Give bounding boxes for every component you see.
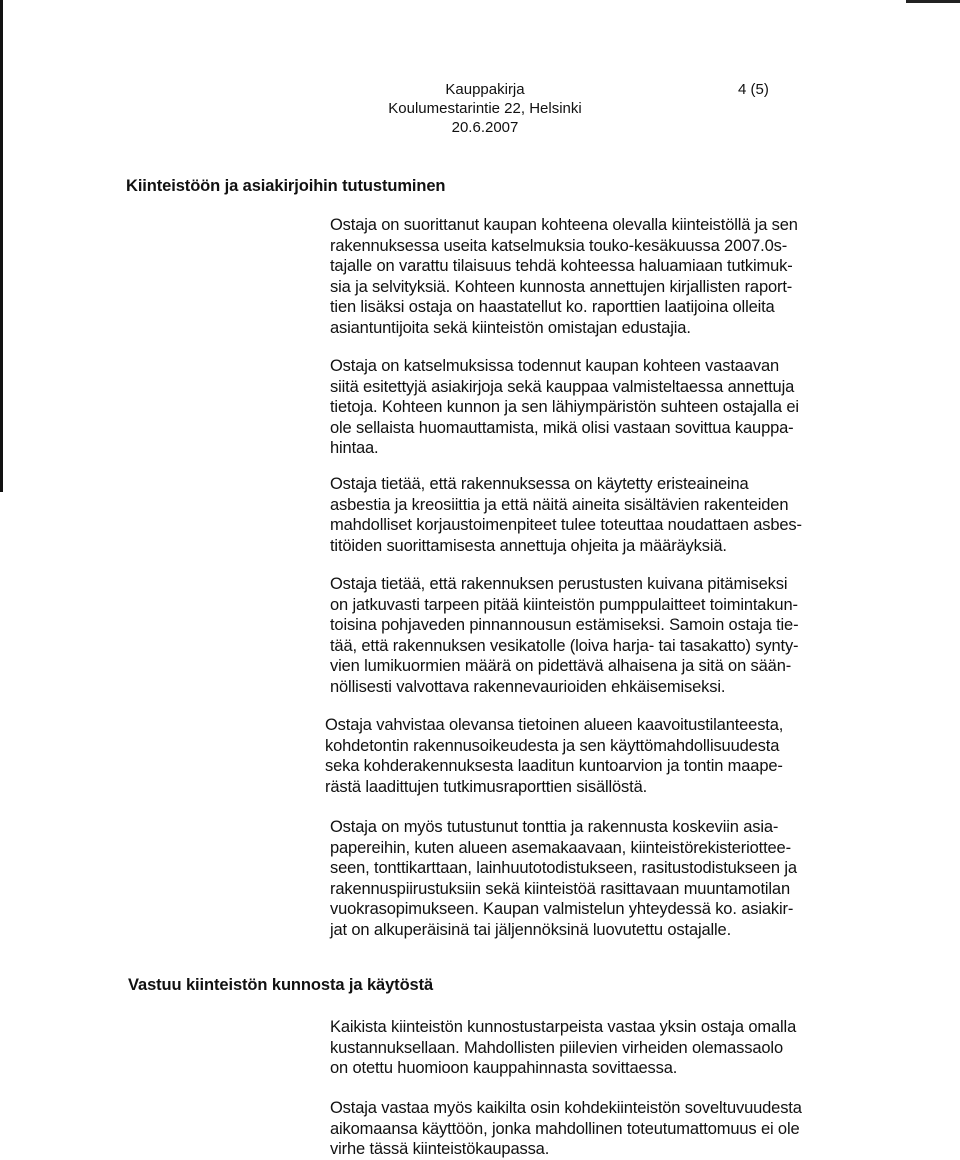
section-heading-inspection: Kiinteistöön ja asiakirjoihin tutustuminen — [126, 177, 446, 195]
paragraph-condition-findings: Ostaja on katselmuksissa todennut kaupan kohteen vastaavan siitä esitettyjä asiakirjoja sekä kauppaa valmisteltaessa annettuja tietoja. Kohteen kunnon ja sen lähiympäristön suhteen ostajalla ei ole sellaista huomauttamista, mikä olisi vastaan sovittua kauppa- hintaa. — [330, 357, 799, 458]
scan-edge-left — [0, 0, 3, 492]
document-date: 20.6.2007 — [451, 119, 519, 136]
document-title: Kauppakirja — [445, 81, 525, 98]
paragraph-documents: Ostaja on myös tutustunut tonttia ja rakennusta koskeviin asia- papereihin, kuten alueen asemakaavaan, kiinteistörekisteriottee- seen, tonttikarttaan, lainhuutotodistukseen, rasitustodistukseen ja rakennuspiirustuksiin sekä kiinteistöä rasittavaan muuntamotilan vuokrasopimukseen. Kaupan valmistelun yhteydessä ko. asiakir- jat on alkuperäisinä tai jäljennöksinä luovutettu ostajalle. — [330, 818, 797, 939]
property-address: Koulumestarintie 22, Helsinki — [388, 100, 582, 117]
paragraph-inspections: Ostaja on suorittanut kaupan kohteena olevalla kiinteistöllä ja sen rakennuksessa useita katselmuksia touko-kesäkuussa 2007.0s- tajalle on varattu tilaisuus tehdä kohteessa haluamiaan tutkimuk- sia ja selvityksiä. Kohteen kunnosta annettujen kirjallisten raport- tien lisäksi ostaja on haastatellut ko. raporttien laatijoina olleita asiantuntijoita sekä kiinteistön omistajan edustajia. — [330, 216, 798, 337]
paragraph-repair-costs: Kaikista kiinteistön kunnostustarpeista vastaa yksin ostaja omalla kustannuksellaan. Mahdollisten piilevien virheiden olemassaolo on otettu huomioon kauppahinnasta sovittaessa. — [330, 1018, 797, 1078]
section-heading-responsibility: Vastuu kiinteistön kunnosta ja käytöstä — [128, 976, 434, 994]
paragraph-foundation-roof: Ostaja tietää, että rakennuksen perustusten kuivana pitämiseksi on jatkuvasti tarpeen pitää kiinteistön pumppulaitteet toimintakun- toisina pohjaveden pinnannousun estämiseksi. Samoin ostaja tie- tää, että rakennuksen vesikatolle (loiva harja- tai tasakatto) synty- vien lumikuormien määrä on pidettävä alhaisena ja sitä on sään- nöllisesti valvottava rakennevaurioiden ehkäisemiseksi. — [330, 575, 799, 696]
page-number: 4 (5) — [738, 81, 769, 98]
scan-edge-top — [906, 0, 960, 3]
paragraph-asbestos: Ostaja tietää, että rakennuksessa on käytetty eristeaineina asbestia ja kreosiittia ja että näitä aineita sisältävien rakenteiden mahdolliset korjaustoimenpiteet tulee toteuttaa noudattaen asbes- titöiden suorittamisesta annettuja ohjeita ja määräyksiä. — [330, 475, 802, 555]
document-header — [380, 80, 760, 137]
paragraph-suitability: Ostaja vastaa myös kaikilta osin kohdekiinteistön soveltuvuudesta aikomaansa käyttöön, jonka mahdollinen toteutumattomuus ei ole virhe tässä kiinteistökaupassa. — [330, 1099, 802, 1159]
paragraph-zoning: Ostaja vahvistaa olevansa tietoinen alueen kaavoitustilanteesta, kohdetontin rakennusoikeudesta ja sen käyttömahdollisuudesta seka kohderakennuksesta laaditun kuntoarvion ja tontin maape- rästä laadittujen tutkimusraporttien sisällöstä. — [325, 716, 784, 796]
